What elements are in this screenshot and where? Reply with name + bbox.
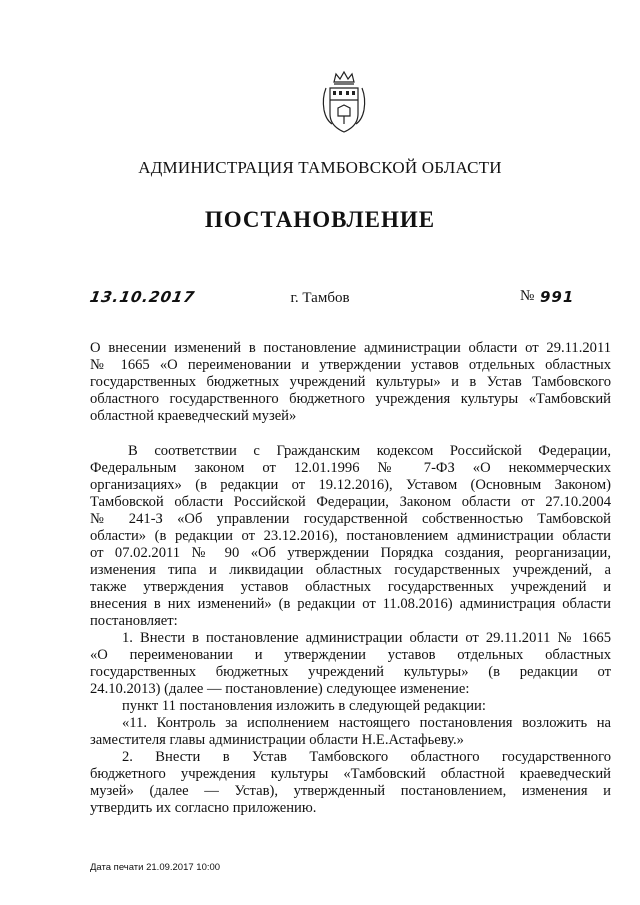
body-line: музей» (далее — Устав), утвержденный постановлением, изменения и <box>90 783 611 799</box>
body-line: 2. Внести в Устав Тамбовского областного государственного <box>122 749 611 765</box>
body-line: заместителя главы администрации области Н.Е.Астафьеву.» <box>90 732 464 748</box>
body-line: организациях» (в редакции от 19.12.2016), Уставом (Основным Законом) <box>90 477 611 493</box>
body-line: внесения в них изменений» (в редакции от 11.08.2016) администрация области <box>90 596 611 612</box>
organization-name: АДМИНИСТРАЦИЯ ТАМБОВСКОЙ ОБЛАСТИ <box>138 158 502 177</box>
title-line: областной краеведческий музей» <box>90 408 297 424</box>
body-line: бюджетного учреждения культуры «Тамбовский областной краеведческий <box>90 766 611 782</box>
body-line: изменения типа и ликвидации областных государственных учреждений, а <box>90 562 611 578</box>
body-line: 1. Внести в постановление администрации области от 29.11.2011 № 1665 <box>122 630 611 646</box>
document-type: ПОСТАНОВЛЕНИЕ <box>204 207 436 232</box>
body-line: области» (в редакции от 23.12.2016), постановлением администрации области <box>90 528 611 544</box>
document-title <box>90 340 611 425</box>
title-line: № 1665 «О переименовании и утверждении уставов отдельных областных <box>90 357 611 373</box>
body-line: Тамбовской области Российской Федерации, Законом области от 27.10.2004 <box>90 494 611 510</box>
document-body <box>90 443 611 817</box>
body-line: от 07.02.2011 № 90 «Об утверждении Порядка создания, реорганизации, <box>90 545 611 561</box>
tambov-coat-of-arms-icon <box>318 68 370 138</box>
document-city: г. Тамбов <box>290 290 350 306</box>
print-date: Дата печати 21.09.2017 10:00 <box>90 862 221 873</box>
body-line: пункт 11 постановления изложить в следующей редакции: <box>122 698 486 714</box>
body-line: утвердить их согласно приложению. <box>90 800 317 816</box>
title-line: О внесении изменений в постановление администрации области от 29.11.2011 <box>90 340 611 356</box>
body-line: 24.10.2013) (далее — постановление) следующее изменение: <box>90 681 470 697</box>
body-line: постановляет: <box>90 613 178 629</box>
title-line: государственных бюджетных учреждений культуры» и в Устав Тамбовского <box>90 374 611 390</box>
document-date: 13.10.2017 <box>88 288 197 306</box>
title-line: областного государственного бюджетного учреждения культуры «Тамбовский <box>90 391 611 407</box>
body-line: Федеральным законом от 12.01.1996 № 7-ФЗ «О некоммерческих <box>90 460 611 476</box>
body-line: государственных бюджетных учреждений культуры» (в редакции от <box>90 664 611 680</box>
body-line: «11. Контроль за исполнением настоящего постановления возложить на <box>122 715 611 731</box>
document-number: 991 <box>540 288 575 306</box>
body-line: «О переименовании и утверждении уставов отдельных областных <box>90 647 611 663</box>
body-line: В соответствии с Гражданским кодексом Российской Федерации, <box>128 443 611 459</box>
body-line: также утверждения уставов областных государственных учреждений и <box>90 579 611 595</box>
number-label: № <box>520 288 535 304</box>
body-line: № 241-З «Об управлении государственной собственностью Тамбовской <box>90 511 611 527</box>
